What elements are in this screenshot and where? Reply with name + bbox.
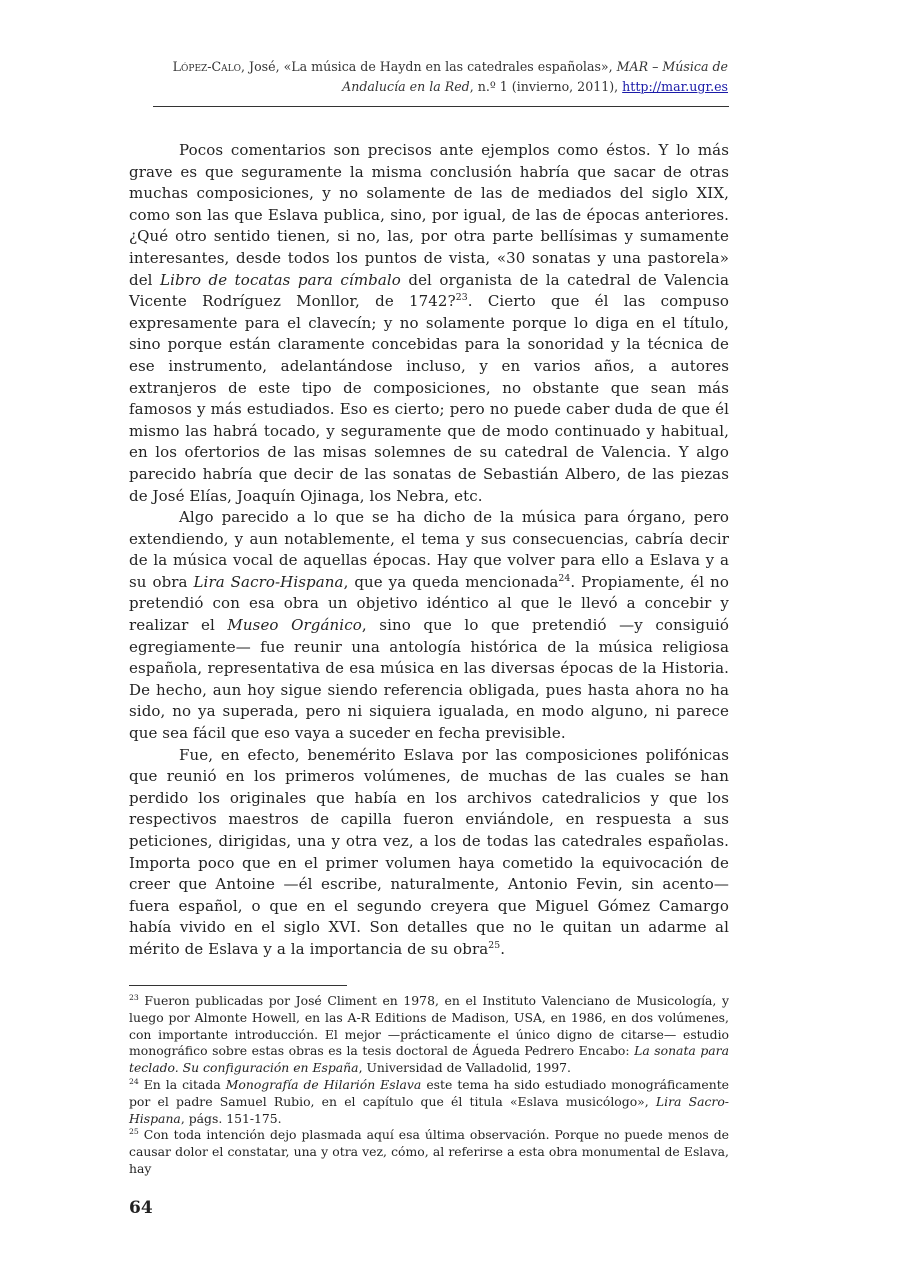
paragraph-1-text-a: Pocos comentarios son precisos ante ejemplos como éstos. Y lo más grave es que seguramente la misma conclusión habría que sacar de otras muchas composiciones, y no solamente de las de mediados del siglo <box>129 141 729 203</box>
header-author-surname: López-Calo <box>172 59 242 74</box>
paragraph-2-text-b: , que ya queda mencionada <box>343 572 559 591</box>
paragraph-2-text-a: Algo parecido a lo que se ha dicho de la música para órgano, pero extendiendo, y aun notablemente, el tema y sus consecuencias, cabría decir de la música vocal de aquellas épocas. Hay que volver para ello a Eslava y a su obra <box>129 508 729 591</box>
paragraph-1-text-d: . Cierto que él las compuso expresamente para el clavecín; y no solamente porque lo diga en el título, sino porque están claramente concebidas para la sonoridad y la técnica de ese instrumento, adelantándose incluso, y en varios años, a autores extranjeros de este tipo de composiciones, no obstante que sean más famosos y más estudiados. Eso es cierto; pero no puede caber duda de que él mismo las habrá tocado, y seguramente que de modo continuado y habitual, en los ofertorios de las misas solemnes de su catedral de Valencia. Y algo parecido habría que decir de las sonatas de Sebastián Albero, de las piezas de José Elías, Joaquín Ojinaga, los Nebra, etc. <box>129 292 729 505</box>
paragraph-3-text-b: . Son detalles que no le quitan un adarme al mérito de Eslava y a la importancia de su obra <box>129 918 729 958</box>
header-url-link[interactable]: http://mar.ugr.es <box>622 79 728 94</box>
footnote-ref-24[interactable]: 24 <box>558 572 571 584</box>
paragraph-3-text-a: Fue, en efecto, benemérito Eslava por las composiciones polifónicas que reunió en los primeros volúmenes, de muchas de las cuales se han perdido los originales que había en los archivos catedralicios y que los respectivos maestros de capilla fueron enviándole, en respuesta a sus peticiones, dirigidas, una y otra vez, a los de todas las catedrales españolas. Importa poco que en el primer volumen haya cometido la equivocación de creer que Antoine —él escribe, naturalmente, Antonio Fevin, sin acento— fuera español, o que en el segundo creyera que Miguel Gómez Camargo había vivido en el siglo <box>129 745 729 937</box>
footnote-24 <box>129 1077 729 1127</box>
paragraph-1-text-b: , como son las que Eslava publica, sino, por igual, de las de épocas anteriores. ¿Qué otro sentido tienen, si no, las, por otra parte bellísimas y sumamente interesantes, desde todos los puntos de vista, «30 sonatas y una pastorela» del <box>129 184 729 289</box>
main-text <box>129 140 729 961</box>
footnote-25-text: Con toda intención dejo plasmada aquí esa última observación. Porque no puede menos de causar dolor el constatar, una y otra vez, cómo, al referirse a esta obra monumental de Eslava, hay <box>129 1127 729 1176</box>
footnote-24-text-b: este tema ha sido estudiado monográficamente por el padre Samuel Rubio, en el capítulo que él titula «Eslava musicólogo», <box>129 1076 730 1109</box>
footnote-24-text-c: , págs. 151-175. <box>180 1110 282 1126</box>
paragraph-2-text-c: . Propiamente, él no pretendió con esa obra un objetivo idéntico al que le llevó a concebir y realizar el <box>129 572 729 635</box>
footnote-number-25: 25 <box>129 1127 139 1137</box>
paragraph-2-text-d: , sino que lo que pretendió —y consiguió egregiamente— fue reunir una antología histórica de la música religiosa española, representativa de esa música en las diversas épocas de la Historia. De hecho, aun hoy sigue siendo referencia obligada, pues hasta ahora no ha sido, no ya superada, pero ni siquiera igualada, en modo alguno, ni parece que sea fácil que eso vaya a suceder en fecha previsible. <box>129 616 729 743</box>
header-issue: , n.º 1 (invierno, 2011), <box>469 79 623 94</box>
book-title-museo-organico: Museo Orgánico <box>227 616 362 635</box>
century-xvi: XVI <box>328 918 357 937</box>
footnote-rule <box>129 985 347 986</box>
book-title-libro-de-tocatas: Libro de tocatas para címbalo <box>160 270 401 289</box>
paragraph-1 <box>129 140 729 507</box>
century-xix: XIX <box>696 184 725 203</box>
footnote-ref-25[interactable]: 25 <box>488 939 501 951</box>
footnote-23 <box>129 993 729 1077</box>
footnotes <box>129 993 729 1178</box>
paragraph-2 <box>129 507 729 745</box>
page-number: 64 <box>129 1198 153 1218</box>
footnote-24-lira: Lira Sacro-Hispana <box>129 1093 729 1126</box>
footnote-number-23: 23 <box>129 992 139 1002</box>
paragraph-1-text-c: del organista de la catedral de Valencia Vicente Rodríguez Monllor, de 1742? <box>129 270 729 311</box>
footnote-25 <box>129 1127 729 1177</box>
footnote-23-text-a: Fueron publicadas por José Climent en 1978, en el Instituto Valenciano de Musicología, y luego por Almonte Howell, en las A-R Editions de Madison, USA, en 1986, en dos volúmenes, con importante introducción. El mejor —prácticamente el único digno de citarse— estudio monográfico sobre estas obras es la tesis doctoral de Águeda Pedrero Encabo: <box>129 993 729 1059</box>
header-rule <box>153 106 729 107</box>
footnote-number-24: 24 <box>129 1076 139 1086</box>
footnote-23-title: La sonata para teclado. Su configuración en España <box>129 1043 729 1076</box>
footnote-23-text-b: , Universidad de Valladolid, 1997. <box>358 1060 571 1076</box>
paragraph-3 <box>129 745 729 961</box>
header-journal-title: MAR – Música de Andalucía en la Red <box>342 59 728 94</box>
footnote-24-text-a: En la citada <box>138 1076 226 1092</box>
paragraph-3-text-c: . <box>500 939 506 958</box>
header-citation-text: , José, «La música de Haydn en las catedrales españolas», <box>241 59 617 74</box>
book-title-lira-sacro-hispana: Lira Sacro-Hispana <box>193 572 344 591</box>
running-header <box>128 57 728 97</box>
footnote-24-title: Monografía de Hilarión Eslava <box>225 1076 422 1092</box>
footnote-ref-23[interactable]: 23 <box>455 292 468 304</box>
